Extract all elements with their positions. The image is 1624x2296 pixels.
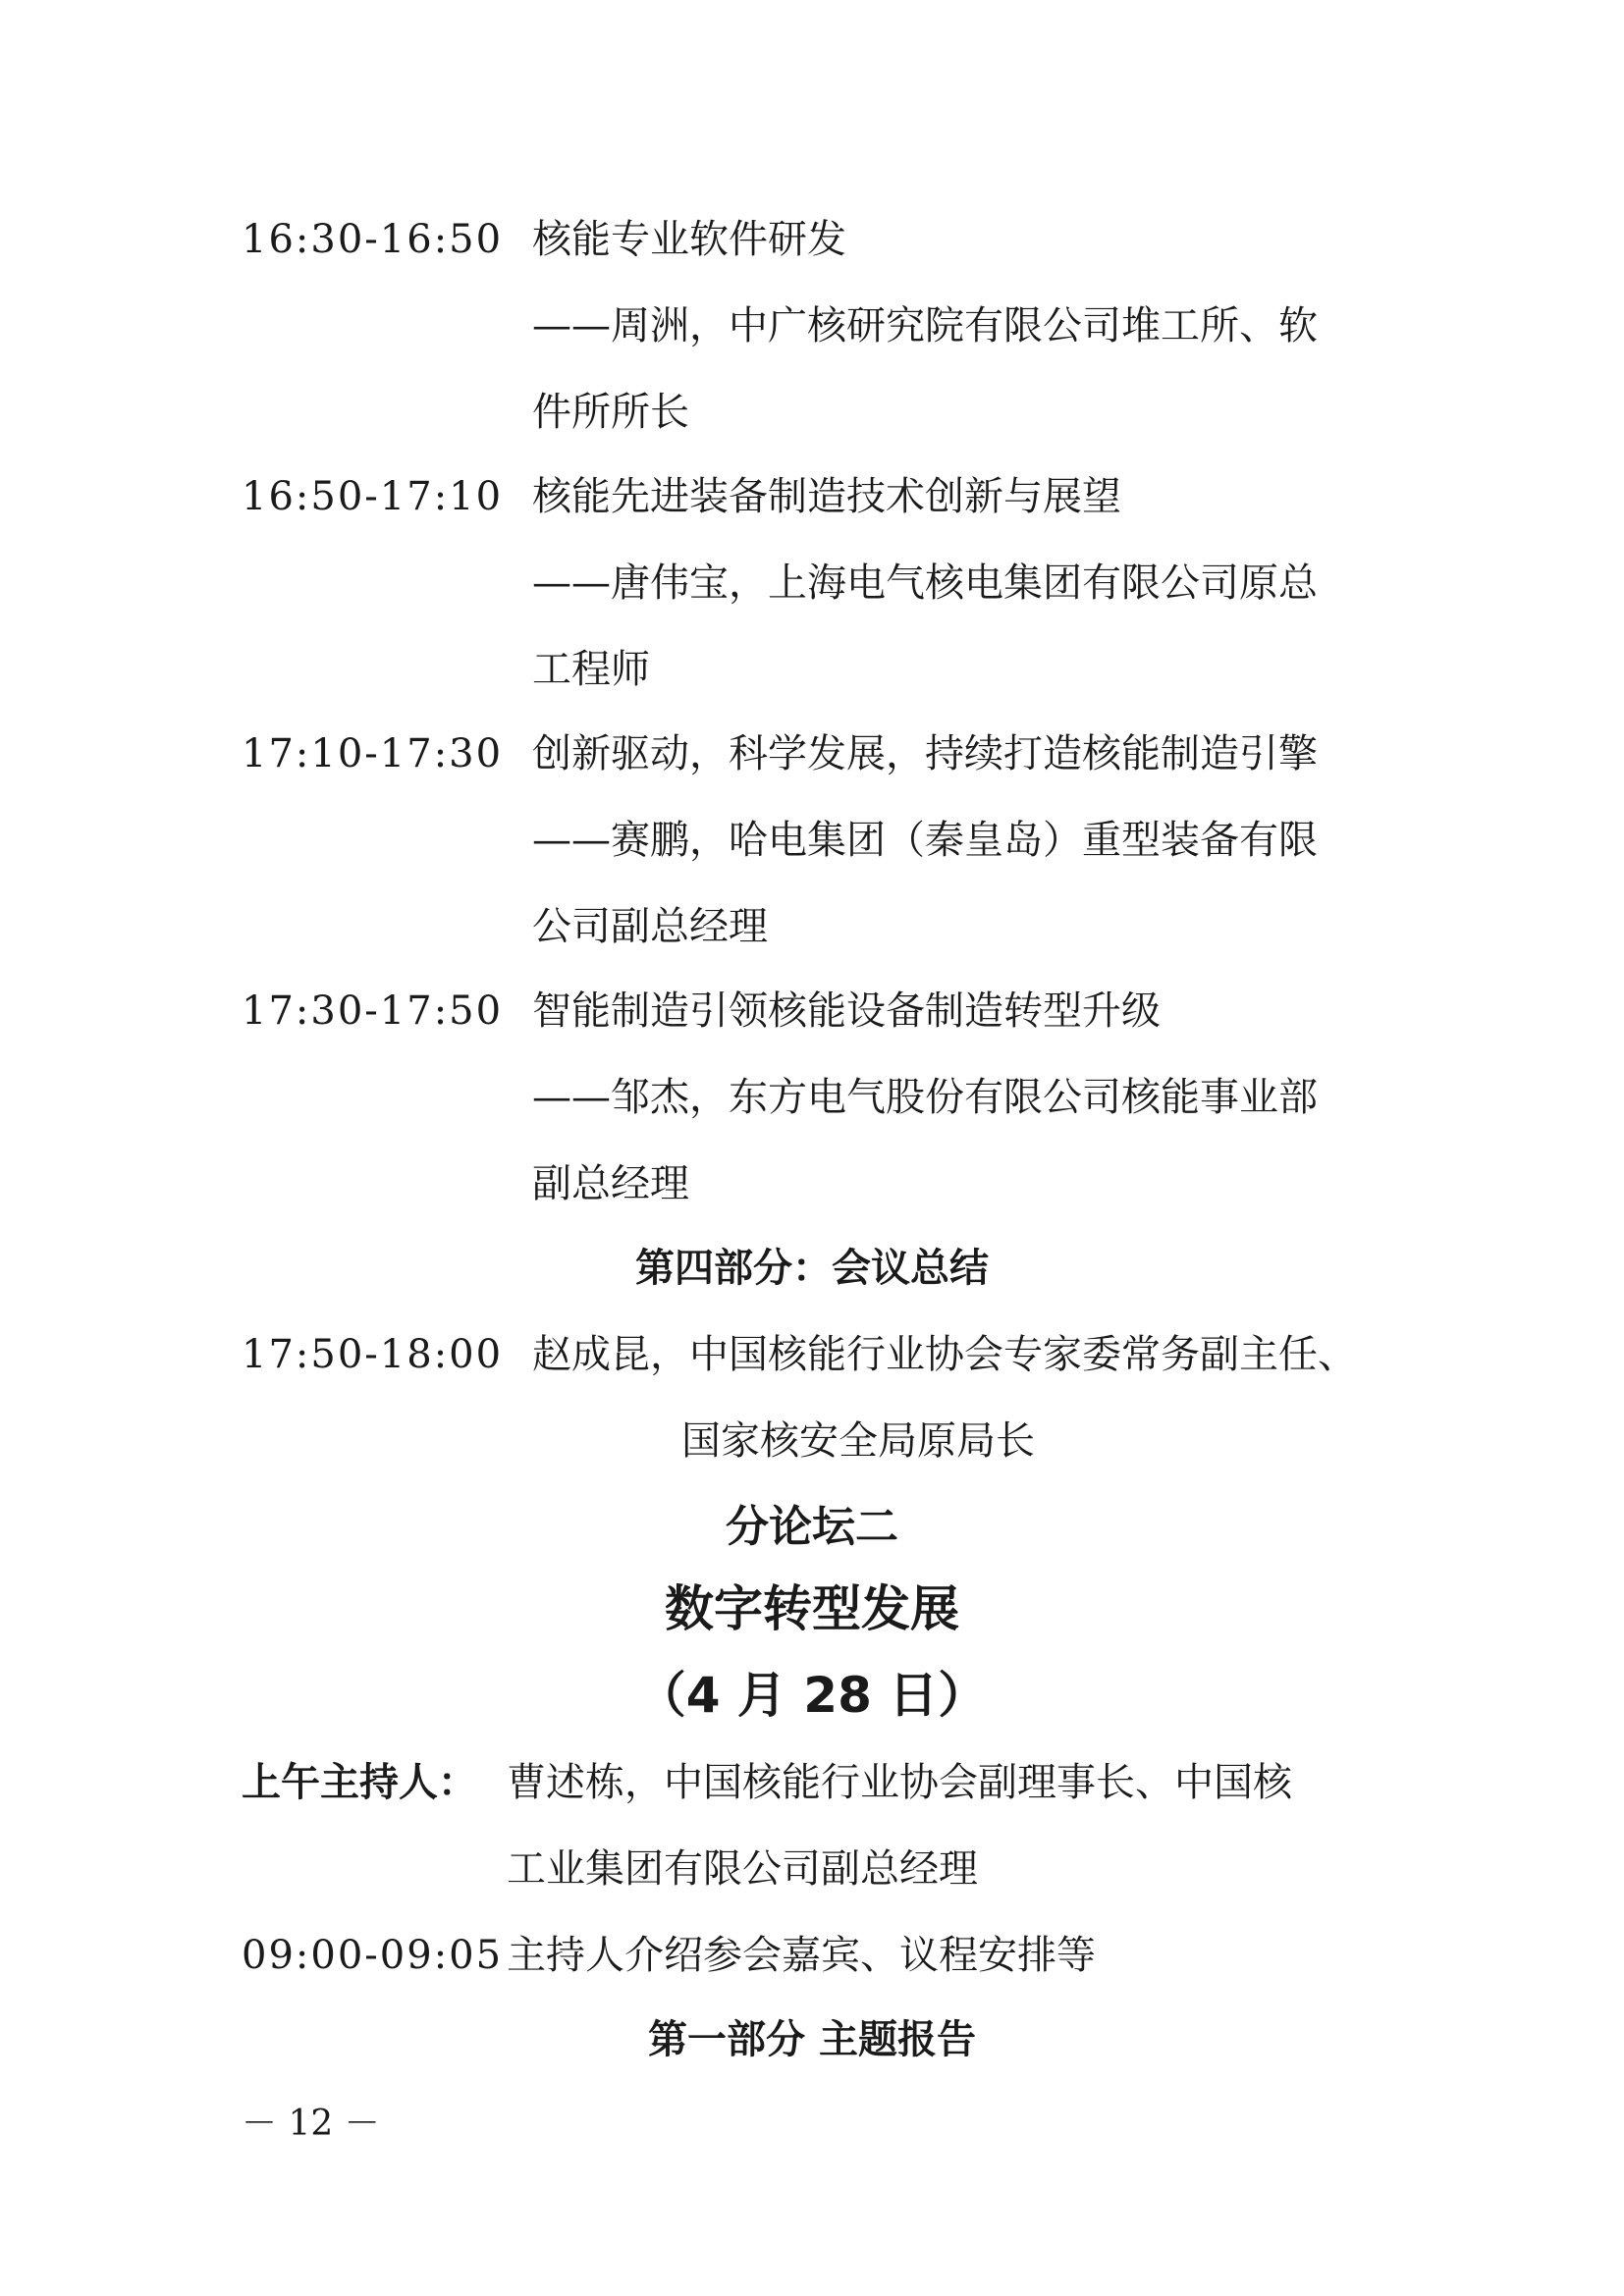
agenda-title: 核能先进装备制造技术创新与展望: [532, 474, 1121, 519]
agenda-title: 智能制造引领核能设备制造转型升级: [532, 988, 1161, 1034]
forum-date: （4 月 28 日）: [636, 1667, 988, 1724]
agenda-time: 17:50-18:00: [242, 1332, 504, 1377]
agenda-time: 17:10-17:30: [242, 731, 504, 776]
agenda-speaker: ——赛鹏，哈电集团（秦皇岛）重型装备有限: [532, 818, 1318, 863]
host-name: 曹述栋，中国核能行业协会副理事长、中国核: [507, 1760, 1292, 1805]
host-name-cont: 工业集团有限公司副总经理: [507, 1846, 978, 1892]
forum-subtitle: 数字转型发展: [665, 1580, 959, 1637]
forum-title: 分论坛二: [726, 1502, 898, 1552]
summary-speaker-cont: 国家核安全局原局长: [681, 1418, 1035, 1464]
agenda-speaker-cont: 工程师: [532, 647, 650, 692]
agenda-speaker-cont: 副总经理: [532, 1161, 689, 1206]
agenda-title: 创新驱动，科学发展，持续打造核能制造引擎: [532, 731, 1318, 776]
agenda-speaker: ——周洲，中广核研究院有限公司堆工所、软: [532, 303, 1318, 348]
agenda-speaker-cont: 件所所长: [532, 390, 689, 435]
agenda-time: 16:50-17:10: [242, 474, 504, 519]
agenda-title: 核能专业软件研发: [532, 217, 846, 262]
section-heading: 第四部分：会议总结: [635, 1246, 989, 1291]
agenda-title: 主持人介绍参会嘉宾、议程安排等: [507, 1933, 1096, 1978]
agenda-speaker: ——邹杰，东方电气股份有限公司核能事业部: [532, 1075, 1318, 1120]
summary-speaker: 赵成昆，中国核能行业协会专家委常务副主任、: [532, 1332, 1357, 1377]
agenda-time: 16:30-16:50: [242, 217, 504, 262]
agenda-speaker: ——唐伟宝，上海电气核电集团有限公司原总: [532, 561, 1318, 606]
host-label: 上午主持人：: [242, 1760, 477, 1805]
agenda-speaker-cont: 公司副总经理: [532, 904, 768, 949]
section-heading: 第一部分 主题报告: [648, 2017, 976, 2062]
agenda-time: 17:30-17:50: [242, 988, 504, 1034]
agenda-time: 09:00-09:05: [242, 1933, 504, 1978]
page-number: － 12 －: [242, 2104, 380, 2144]
